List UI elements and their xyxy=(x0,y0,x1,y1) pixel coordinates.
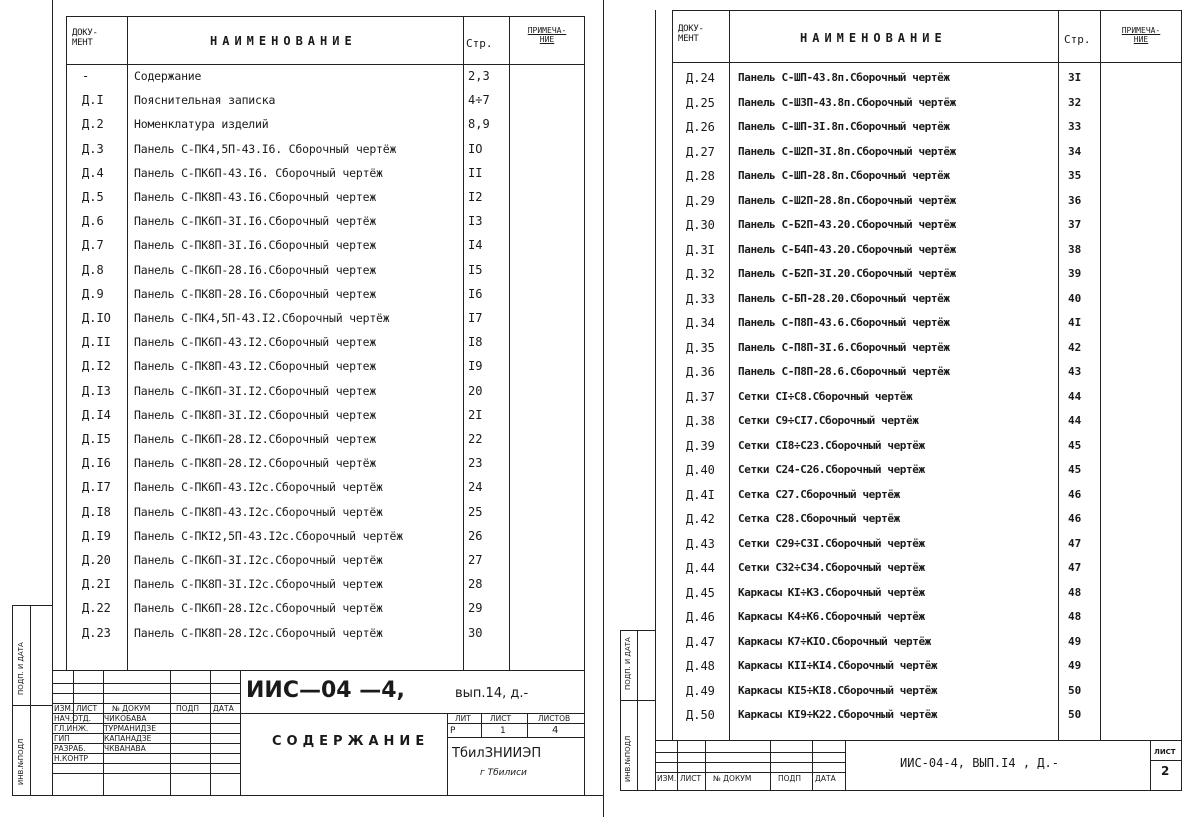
row-page: I6 xyxy=(468,286,483,301)
row-name: Панель С-ШП-43.8п.Сборочный чертёж xyxy=(738,71,950,84)
row-name: Панель С-Б4П-43.20.Сборочный чертёж xyxy=(738,242,956,256)
row-page: I9 xyxy=(468,359,483,374)
row-doc-code: Д.8 xyxy=(82,262,104,277)
row-page: 49 xyxy=(1068,659,1082,672)
row-name: Каркасы КI9÷К22.Сборочный чертёж xyxy=(738,708,938,721)
row-doc-code: Д.34 xyxy=(686,316,715,330)
row-doc-code: Д.I9 xyxy=(82,528,111,543)
row-doc-code: Д.4 xyxy=(82,165,104,180)
row-page: 46 xyxy=(1068,512,1082,525)
tb-lit-val: Р xyxy=(450,726,456,736)
row-doc-code: Д.47 xyxy=(686,634,715,649)
row-doc-code: Д.3I xyxy=(686,242,715,257)
row-name: Панель С-ПК6П-28.I6.Сборочный чертеж xyxy=(134,262,377,277)
row-doc-code: Д.26 xyxy=(686,120,715,134)
row-name: Панель С-ШЗП-43.8п.Сборочный чертёж xyxy=(738,95,956,109)
sidebar-inv-number-right: ИНВ.№ПОДЛ xyxy=(624,735,632,782)
tb-sheet-val: 1 xyxy=(500,726,506,736)
role-label: НАЧ.ОТД. xyxy=(54,714,92,723)
row-page: 4I xyxy=(1068,316,1082,329)
row-doc-code: Д.I5 xyxy=(82,432,111,446)
header-note-right: ПРИМЕЧА- НИЕ xyxy=(1121,26,1161,44)
row-page: 34 xyxy=(1068,144,1082,158)
row-page: I5 xyxy=(468,262,483,277)
row-name: Панель С-ПК8П-28.I2с.Сборочный чертёж xyxy=(134,625,383,640)
row-doc-code: Д.44 xyxy=(686,561,715,575)
row-page: 38 xyxy=(1068,242,1082,256)
doc-issue: вып.14, д.- xyxy=(455,686,529,701)
header-doc: ДОКУ- МЕНТ xyxy=(72,28,98,48)
tb-doc-right: № ДОКУМ xyxy=(713,774,752,783)
row-name: Панель С-ПК6П-43.I2с.Сборочный чертёж xyxy=(134,480,383,495)
header-name-right: НАИМЕНОВАНИЕ xyxy=(800,31,947,45)
row-doc-code: Д.23 xyxy=(82,625,111,640)
row-name: Панель С-ПК8П-43.I2.Сборочный чертеж xyxy=(134,359,377,374)
row-name: Панель С-БП-28.20.Сборочный чертёж xyxy=(738,291,950,305)
sidebar-sign-date-right: ПОДП. И ДАТА xyxy=(624,637,632,690)
header-page: Стр. xyxy=(466,37,493,50)
row-doc-code: Д.39 xyxy=(686,438,715,453)
row-name: Панель С-ПК4,5П-43.I6. Сборочный чертёж xyxy=(134,141,397,156)
row-page: 44 xyxy=(1068,414,1082,427)
row-page: 39 xyxy=(1068,267,1082,280)
row-name: Каркасы КI÷К3.Сборочный чертёж xyxy=(738,585,925,599)
org-name: ТбилЗНИИЭП xyxy=(452,746,542,761)
row-doc-code: Д.37 xyxy=(686,389,715,404)
row-name: Панель С-ПК8П-28.I2.Сборочный чертёж xyxy=(134,456,377,471)
row-doc-code: Д.IO xyxy=(82,311,111,325)
tb-list: ЛИСТ xyxy=(76,704,98,713)
row-doc-code: Д.24 xyxy=(686,71,715,85)
row-name: Сетки С29÷С3I.Сборочный чертёж xyxy=(738,536,925,550)
row-doc-code: Д.I8 xyxy=(82,504,111,519)
tb-date: ДАТА xyxy=(213,704,234,713)
row-doc-code: Д.3 xyxy=(82,141,104,156)
row-name: Сетки С32÷С34.Сборочный чертёж xyxy=(738,561,925,574)
row-name: Пояснительная записка xyxy=(134,93,276,108)
row-page: 44 xyxy=(1068,389,1082,403)
row-name: Панель С-ПК6П-3I.I6.Сборочный чертёж xyxy=(134,214,377,229)
row-page: 2I xyxy=(468,407,483,422)
row-page: 22 xyxy=(468,432,483,446)
row-doc-code: - xyxy=(82,69,90,83)
row-page: 50 xyxy=(1068,708,1082,721)
row-doc-code: Д.I6 xyxy=(82,456,111,471)
row-doc-code: Д.25 xyxy=(686,95,715,110)
row-doc-code: Д.4I xyxy=(686,487,715,502)
row-name: Панель С-ШП-3I.8п.Сборочный чертёж xyxy=(738,120,950,133)
row-name: Каркасы КII÷КI4.Сборочный чертёж xyxy=(738,659,938,672)
row-page: 8,9 xyxy=(468,117,490,132)
row-doc-code: Д.38 xyxy=(686,414,715,428)
row-doc-code: Д.48 xyxy=(686,659,715,673)
role-label: ГИП xyxy=(54,734,70,743)
row-doc-code: Д.46 xyxy=(686,610,715,624)
row-page: 45 xyxy=(1068,463,1082,476)
role-label: РАЗРАБ. xyxy=(54,744,86,753)
row-doc-code: Д.2I xyxy=(82,577,111,592)
header-doc-right: ДОКУ- МЕНТ xyxy=(678,24,704,44)
row-page: I3 xyxy=(468,214,483,229)
row-name: Панель С-ПК6П-28.I2с.Сборочный чертёж xyxy=(134,601,383,616)
header-page-right: Стр. xyxy=(1064,33,1091,46)
header-name: НАИМЕНОВАНИЕ xyxy=(210,34,357,48)
row-doc-code: Д.22 xyxy=(82,601,111,616)
tb-izm-right: ИЗМ. xyxy=(657,774,677,783)
role-person: ТУРМАНИДЗЕ xyxy=(104,724,156,733)
row-page: I4 xyxy=(468,238,483,253)
tb-izm: ИЗМ. xyxy=(54,704,74,713)
row-doc-code: Д.9 xyxy=(82,286,104,301)
row-page: 33 xyxy=(1068,120,1082,133)
row-name: Панель С-ПК8П-43.I2с.Сборочный чертёж xyxy=(134,504,383,519)
row-name: Панель С-П8П-3I.6.Сборочный чертёж xyxy=(738,340,950,354)
doc-code: ИИС—04 —4, xyxy=(246,678,405,703)
row-page: 40 xyxy=(1068,291,1082,305)
row-name: Панель С-ПК6П-3I.I2.Сборочный чертеж xyxy=(134,383,377,398)
row-page: 49 xyxy=(1068,634,1082,648)
row-doc-code: Д.29 xyxy=(686,193,715,208)
row-name: Сетки С24-С26.Сборочный чертёж xyxy=(738,463,925,476)
role-label: Н.КОНТР xyxy=(54,754,88,763)
row-page: 28 xyxy=(468,577,483,592)
row-page: I7 xyxy=(468,311,483,325)
row-doc-code: Д.40 xyxy=(686,463,715,477)
sidebar-sign-date: ПОДП. И ДАТА xyxy=(17,642,25,695)
row-page: 2,3 xyxy=(468,69,490,83)
row-doc-code: Д.36 xyxy=(686,365,715,379)
row-page: IO xyxy=(468,141,483,156)
row-page: 46 xyxy=(1068,487,1082,501)
row-page: I8 xyxy=(468,335,483,350)
row-doc-code: Д.43 xyxy=(686,536,715,551)
row-doc-code: Д.5 xyxy=(82,190,104,204)
tb-sign-right: ПОДП xyxy=(778,774,802,783)
row-page: 47 xyxy=(1068,561,1082,574)
row-doc-code: Д.I4 xyxy=(82,407,111,422)
row-page: 48 xyxy=(1068,610,1082,623)
tb-sheet-label-right: ЛИСТ xyxy=(1154,748,1176,756)
row-name: Номенклатура изделий xyxy=(134,117,269,132)
row-page: 48 xyxy=(1068,585,1082,599)
row-doc-code: Д.49 xyxy=(686,683,715,698)
row-page: 23 xyxy=(468,456,483,471)
row-name: Сетка С28.Сборочный чертёж xyxy=(738,512,900,525)
row-doc-code: Д.II xyxy=(82,335,111,350)
row-doc-code: Д.7 xyxy=(82,238,104,253)
row-name: Панель С-ПК6П-43.I2.Сборочный чертеж xyxy=(134,335,377,350)
row-page: 30 xyxy=(468,625,483,640)
row-page: 45 xyxy=(1068,438,1082,452)
row-doc-code: Д.20 xyxy=(82,553,111,567)
row-name: Сетка С27.Сборочный чертёж xyxy=(738,487,900,501)
row-name: Панель С-ПК8П-3I.I2с.Сборочный чертеж xyxy=(134,577,383,592)
row-doc-code: Д.35 xyxy=(686,340,715,355)
row-page: 29 xyxy=(468,601,483,616)
row-name: Панель С-ПК6П-28.I2.Сборочный чертеж xyxy=(134,432,377,446)
role-person: ЧКВАНАВА xyxy=(104,744,146,753)
row-doc-code: Д.50 xyxy=(686,708,715,722)
row-page: 47 xyxy=(1068,536,1082,550)
row-doc-code: Д.I3 xyxy=(82,383,111,398)
row-page: 37 xyxy=(1068,218,1082,231)
row-name: Сетки С9÷СI7.Сборочный чертёж xyxy=(738,414,919,427)
row-page: 43 xyxy=(1068,365,1082,378)
row-page: 32 xyxy=(1068,95,1082,109)
row-name: Каркасы К4÷К6.Сборочный чертёж xyxy=(738,610,925,623)
tb-sign: ПОДП xyxy=(176,704,200,713)
row-doc-code: Д.I xyxy=(82,93,104,108)
tb-sheets-val: 4 xyxy=(552,725,559,736)
sheet-title: СОДЕРЖАНИЕ xyxy=(272,734,430,749)
tb-lit: ЛИТ xyxy=(455,714,471,723)
row-page: 4÷7 xyxy=(468,93,490,108)
row-name: Панель С-ПК8П-28.I6.Сборочный чертеж xyxy=(134,286,377,301)
row-page: II xyxy=(468,165,483,180)
row-doc-code: Д.32 xyxy=(686,267,715,281)
role-person: ЧИКОБАВА xyxy=(104,714,147,723)
row-doc-code: Д.I7 xyxy=(82,480,111,495)
doc-code-right: ИИС-04-4, ВЫП.I4 , Д.- xyxy=(900,756,1059,770)
row-doc-code: Д.33 xyxy=(686,291,715,306)
row-page: 26 xyxy=(468,528,483,543)
header-note: ПРИМЕЧА- НИЕ xyxy=(527,26,567,44)
row-name: Панель С-ПК4,5П-43.I2.Сборочный чертёж xyxy=(134,311,390,325)
row-name: Сетки СI8÷С23.Сборочный чертёж xyxy=(738,438,925,452)
row-name: Панель С-ПК8П-43.I6.Сборочный чертеж xyxy=(134,190,377,204)
row-name: Панель С-Ш2П-28.8п.Сборочный чертёж xyxy=(738,193,956,207)
row-page: 24 xyxy=(468,480,483,495)
row-name: Панель С-Ш2П-3I.8п.Сборочный чертёж xyxy=(738,144,956,158)
row-name: Каркасы К7÷КIO.Сборочный чертёж xyxy=(738,634,931,648)
row-page: 42 xyxy=(1068,340,1082,354)
row-page: 36 xyxy=(1068,193,1082,207)
row-page: 35 xyxy=(1068,169,1082,182)
row-name: Панель С-П8П-43.6.Сборочный чертёж xyxy=(738,316,950,329)
row-name: Панель С-Б2П-43.20.Сборочный чертёж xyxy=(738,218,956,231)
tb-list-right: ЛИСТ xyxy=(680,774,702,783)
row-name: Панель С-П8П-28.6.Сборочный чертёж xyxy=(738,365,950,378)
row-doc-code: Д.30 xyxy=(686,218,715,232)
row-doc-code: Д.2 xyxy=(82,117,104,132)
row-name: Сетки СI÷С8.Сборочный чертёж xyxy=(738,389,913,403)
row-name: Панель С-ПК6П-43.I6. Сборочный чертёж xyxy=(134,165,383,180)
row-doc-code: Д.42 xyxy=(686,512,715,526)
row-doc-code: Д.28 xyxy=(686,169,715,183)
row-name: Панель С-ПК6П-3I.I2с.Сборочный чертёж xyxy=(134,553,383,567)
role-label: ГЛ.ИНЖ. xyxy=(54,724,89,733)
row-page: 27 xyxy=(468,553,483,567)
row-doc-code: Д.45 xyxy=(686,585,715,600)
tb-sheet: ЛИСТ xyxy=(490,714,512,723)
tb-doc: № ДОКУМ xyxy=(112,704,151,713)
row-doc-code: Д.27 xyxy=(686,144,715,159)
row-page: 25 xyxy=(468,504,483,519)
row-name: Панель С-ПК8П-3I.I6.Сборочный чертеж xyxy=(134,238,377,253)
org-city: г Тбилиси xyxy=(480,768,527,778)
row-doc-code: Д.6 xyxy=(82,214,104,229)
sidebar-inv-number: ИНВ.№ПОДЛ xyxy=(17,738,25,785)
row-name: Панель С-Б2П-3I.20.Сборочный чертёж xyxy=(738,267,956,280)
tb-date-right: ДАТА xyxy=(815,774,836,783)
row-name: Панель С-ПКI2,5П-43.I2с.Сборочный чертёж xyxy=(134,528,403,543)
row-page: 20 xyxy=(468,383,483,398)
row-page: 50 xyxy=(1068,683,1082,697)
tb-sheets: ЛИСТОВ xyxy=(538,714,571,723)
role-person: КАПАНАДЗЕ xyxy=(104,734,152,743)
row-name: Панель С-ШП-28.8п.Сборочный чертёж xyxy=(738,169,950,182)
row-doc-code: Д.I2 xyxy=(82,359,111,374)
row-page: I2 xyxy=(468,190,483,204)
row-name: Панель С-ПК8П-3I.I2.Сборочный чертеж xyxy=(134,407,377,422)
row-page: 3I xyxy=(1068,71,1082,84)
tb-sheet-num-right: 2 xyxy=(1161,764,1170,778)
row-name: Содержание xyxy=(134,69,202,83)
row-name: Каркасы КI5÷КI8.Сборочный чертёж xyxy=(738,683,938,697)
